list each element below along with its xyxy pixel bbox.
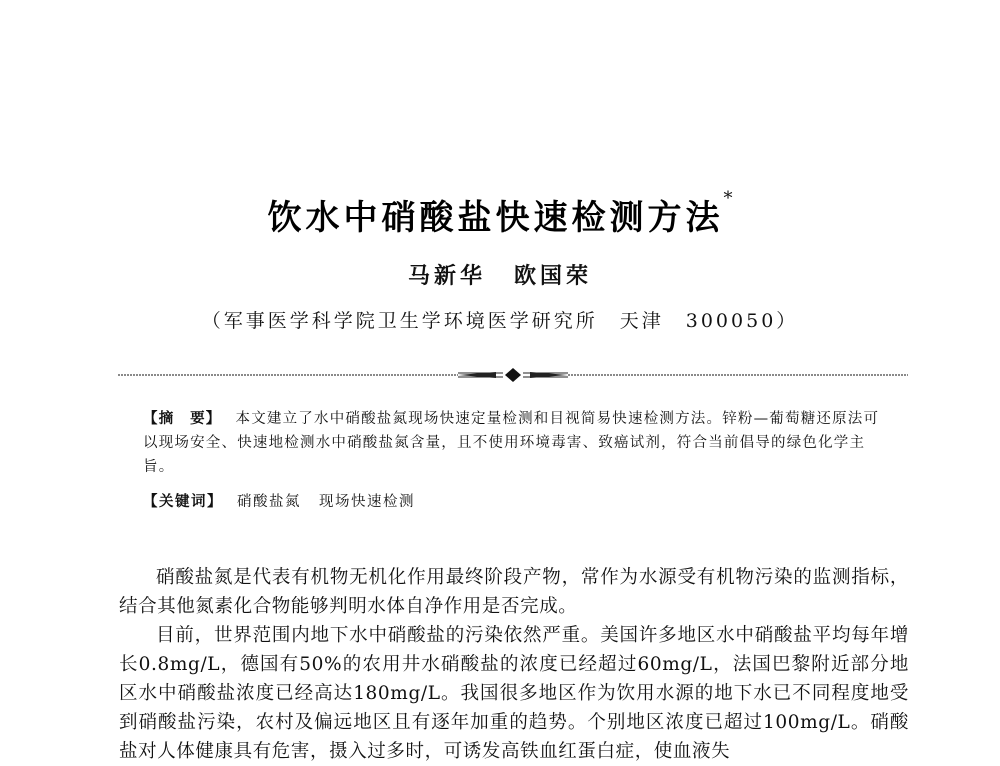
abstract-label: 【摘 要】 bbox=[143, 411, 222, 427]
author-name: 马新华 bbox=[407, 263, 486, 289]
keyword: 现场快速检测 bbox=[319, 494, 415, 510]
abstract-text: 本文建立了水中硝酸盐氮现场快速定量检测和目视简易快速检测方法。锌粉—葡萄糖还原法可以现场安全、快速地检测水中硝酸盐氮含量，且不使用环境毒害、致癌试剂，符合当前倡导的绿色化学主旨。 bbox=[143, 411, 880, 475]
keyword: 硝酸盐氮 bbox=[237, 494, 301, 510]
keywords bbox=[143, 490, 891, 511]
affiliation-institute: 军事医学科学院卫生学环境医学研究所 bbox=[223, 310, 598, 332]
abstract bbox=[143, 407, 891, 479]
affiliation bbox=[0, 306, 1000, 333]
body-paragraph: 硝酸盐氮是代表有机物无机化作用最终阶段产物，常作为水源受有机物污染的监测指标，结合其他氮素化合物能够判明水体自净作用是否完成。 bbox=[119, 567, 909, 617]
body-text bbox=[119, 563, 909, 766]
author-list bbox=[0, 259, 1000, 290]
paper-title-block bbox=[0, 190, 1000, 239]
affiliation-open: （ bbox=[201, 310, 224, 332]
paper-title: 饮水中硝酸盐快速检测方法 bbox=[267, 198, 724, 238]
affiliation-city: 天津 bbox=[619, 310, 664, 332]
section-divider bbox=[118, 368, 908, 382]
affiliation-close: ） bbox=[776, 310, 799, 332]
author-name: 欧国荣 bbox=[514, 263, 593, 289]
keywords-label: 【关键词】 bbox=[143, 494, 223, 510]
title-footnote-mark: * bbox=[723, 188, 733, 209]
divider-diamond-icon bbox=[505, 368, 521, 382]
body-paragraph: 目前，世界范围内地下水中硝酸盐的污染依然严重。美国许多地区水中硝酸盐平均每年增长0.8mg/L，德国有50%的农用井水硝酸盐的浓度已经超过60mg/L，法国巴黎附近部分地区水中硝酸盐浓度已经高达180mg/L。我国很多地区作为饮用水源的地下水已不同程度地受到硝酸盐污染，农村及偏远地区且有逐年加重的趋势。个别地区浓度已超过100mg/L。硝酸盐对人体健康具有危害，摄入过多时，可诱发高铁血红蛋白症，使血液失 bbox=[119, 625, 909, 762]
affiliation-postcode: 300050 bbox=[685, 310, 777, 332]
